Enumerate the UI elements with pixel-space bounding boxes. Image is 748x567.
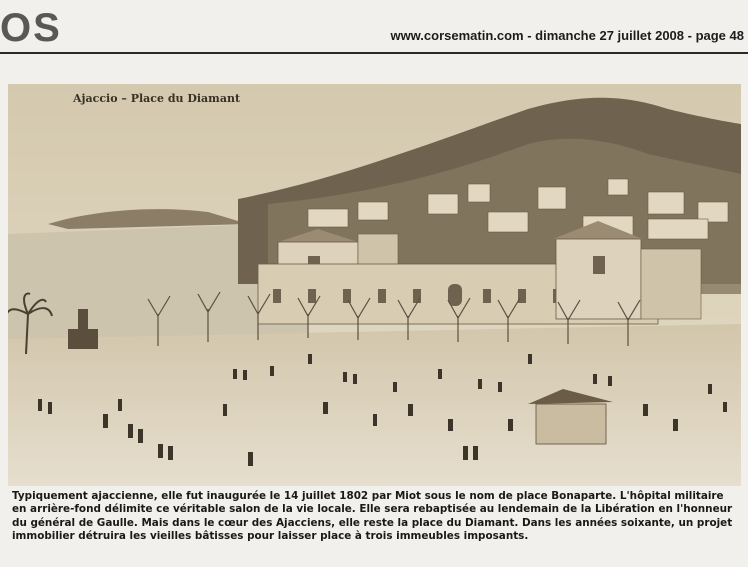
publication-line: www.corsematin.com - dimanche 27 juillet 2008 - page 48 — [390, 28, 744, 43]
header-rule — [0, 52, 748, 54]
postcard-illustration — [8, 84, 741, 486]
section-title-fragment: OS — [0, 6, 62, 50]
photo-caption: Typiquement ajaccienne, elle fut inaugurée le 14 juillet 1802 par Miot sous le nom de place Bonaparte. L'hôpital militaire en arrière-fond délimite ce véritable salon de la vie locale. Elle sera rebaptisée au lendemain de la Libération en l'honneur du général de Gaulle. Mais dans le cœur des Ajacciens, elle reste la place du Diamant. Dans les années soixante, un projet immobilier détruira les vieilles bâtisses pour laisser place à trois immeubles imposants. — [12, 490, 733, 543]
square-ground — [8, 324, 741, 486]
photo-title: Ajaccio – Place du Diamant — [73, 92, 241, 105]
historical-photo — [8, 84, 741, 486]
